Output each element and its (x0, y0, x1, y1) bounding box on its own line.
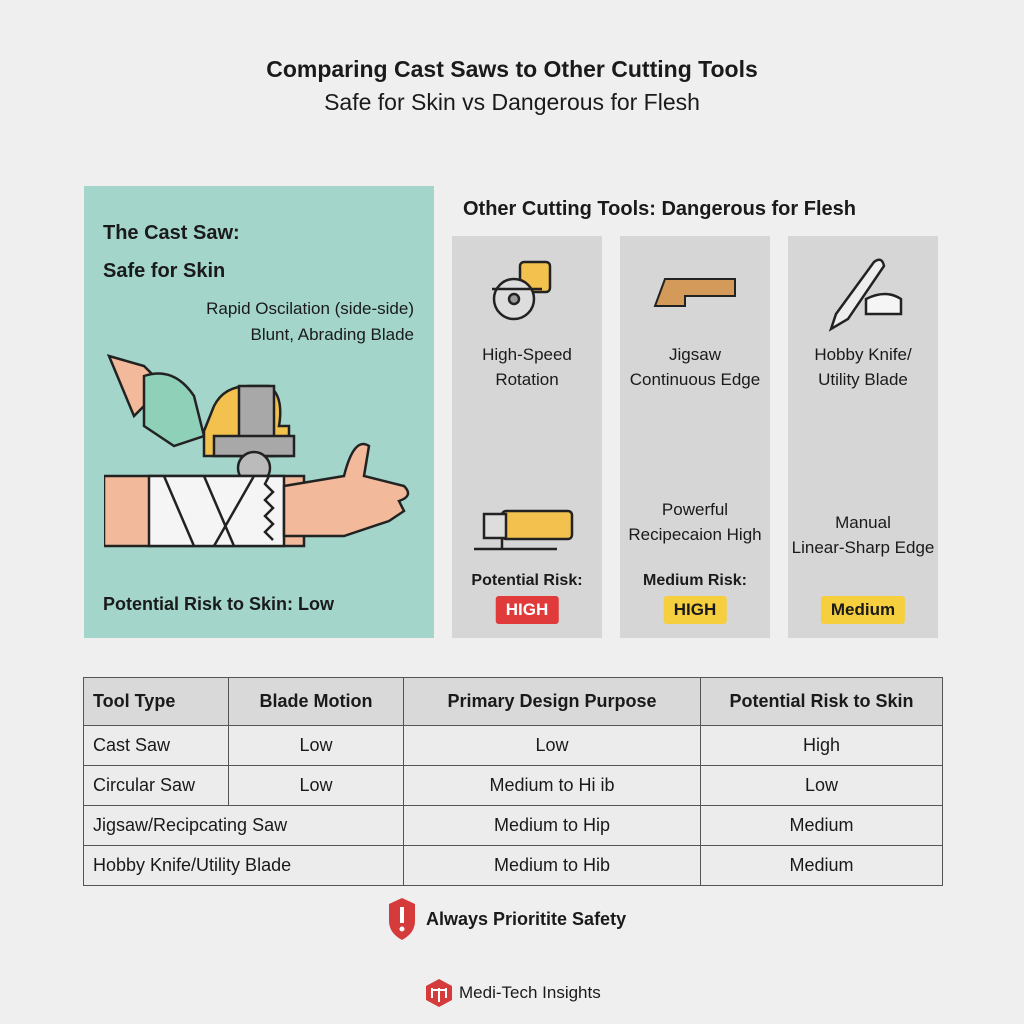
brand-name: Medi-Tech Insights (459, 983, 601, 1002)
heading-line: The Cast Saw: (103, 222, 240, 244)
page-subtitle: Safe for Skin vs Dangerous for Flesh (324, 89, 700, 115)
table-cell: Medium to Hib (404, 846, 701, 886)
tool-label (620, 342, 770, 392)
table-cell: Low (229, 726, 404, 766)
label-line: Continuous Edge (629, 370, 761, 389)
risk-badge: HIGH (664, 596, 727, 624)
other-tools-heading: Other Cutting Tools: Dangerous for Flesh (463, 198, 856, 220)
safety-notice (388, 897, 626, 941)
column-header: Potential Risk to Skin (701, 678, 943, 726)
tool-card-circular-saw (452, 236, 602, 638)
brand-logo-icon (425, 978, 453, 1008)
wood-plank-icon (650, 274, 740, 314)
table-cell: Jigsaw/Recipcating Saw (84, 806, 404, 846)
tool-card-jigsaw (620, 236, 770, 638)
brand (425, 978, 601, 1008)
column-header: Primary Design Purpose (404, 678, 701, 726)
table-cell: Circular Saw (84, 766, 229, 806)
cast-saw-illustration-icon (104, 336, 414, 566)
label-line: High-Speed (482, 345, 572, 364)
table-row (84, 766, 943, 806)
mid-line: Recipecaion High (628, 525, 762, 544)
label-line: Utility Blade (818, 370, 908, 389)
jigsaw-icon (472, 506, 577, 556)
tool-card-hobby-knife (788, 236, 938, 638)
column-header: Blade Motion (229, 678, 404, 726)
tool-mechanism (788, 510, 938, 560)
column-header: Tool Type (84, 678, 229, 726)
risk-badge: HIGH (496, 596, 559, 624)
circular-saw-icon (482, 254, 562, 329)
risk-label: Potential Risk: (471, 572, 583, 589)
table-cell: Medium to Hip (404, 806, 701, 846)
tool-label (452, 342, 602, 392)
label-line: Rotation (495, 370, 559, 389)
safety-text: Always Prioritite Safety (426, 908, 627, 929)
cast-saw-panel (84, 186, 434, 638)
table-cell: Low (701, 766, 943, 806)
table-cell: Low (229, 766, 404, 806)
table-cell: Medium (701, 806, 943, 846)
mid-line: Linear-Sharp Edge (791, 538, 935, 557)
heading-line: Safe for Skin (103, 260, 226, 282)
tool-mechanism (620, 497, 770, 547)
table-row (84, 806, 943, 846)
table-cell: Medium (701, 846, 943, 886)
table-cell: Cast Saw (84, 726, 229, 766)
risk-badge: Medium (821, 596, 905, 624)
label-line: Jigsaw (669, 345, 721, 364)
shield-warning-icon (388, 897, 416, 941)
table-header-row (84, 678, 943, 726)
hobby-knife-icon (826, 254, 906, 334)
comparison-table (83, 677, 943, 886)
cast-saw-risk: Potential Risk to Skin: Low (103, 594, 335, 614)
desc-line: Rapid Oscilation (side-side) (206, 299, 414, 318)
table-cell: Medium to Hi ib (404, 766, 701, 806)
tool-label (788, 342, 938, 392)
page-title: Comparing Cast Saws to Other Cutting Tools (266, 56, 758, 82)
risk-label: Medium Risk: (642, 572, 747, 589)
table-row (84, 846, 943, 886)
table-cell: High (701, 726, 943, 766)
mid-line: Powerful (661, 500, 729, 519)
table-row (84, 726, 943, 766)
table-cell: Hobby Knife/Utility Blade (84, 846, 404, 886)
cast-saw-heading (103, 214, 240, 290)
mid-line: Manual (835, 513, 891, 532)
table-cell: Low (404, 726, 701, 766)
label-line: Hobby Knife/ (814, 345, 912, 364)
desc-line: Blunt, Abrading Blade (250, 325, 414, 344)
